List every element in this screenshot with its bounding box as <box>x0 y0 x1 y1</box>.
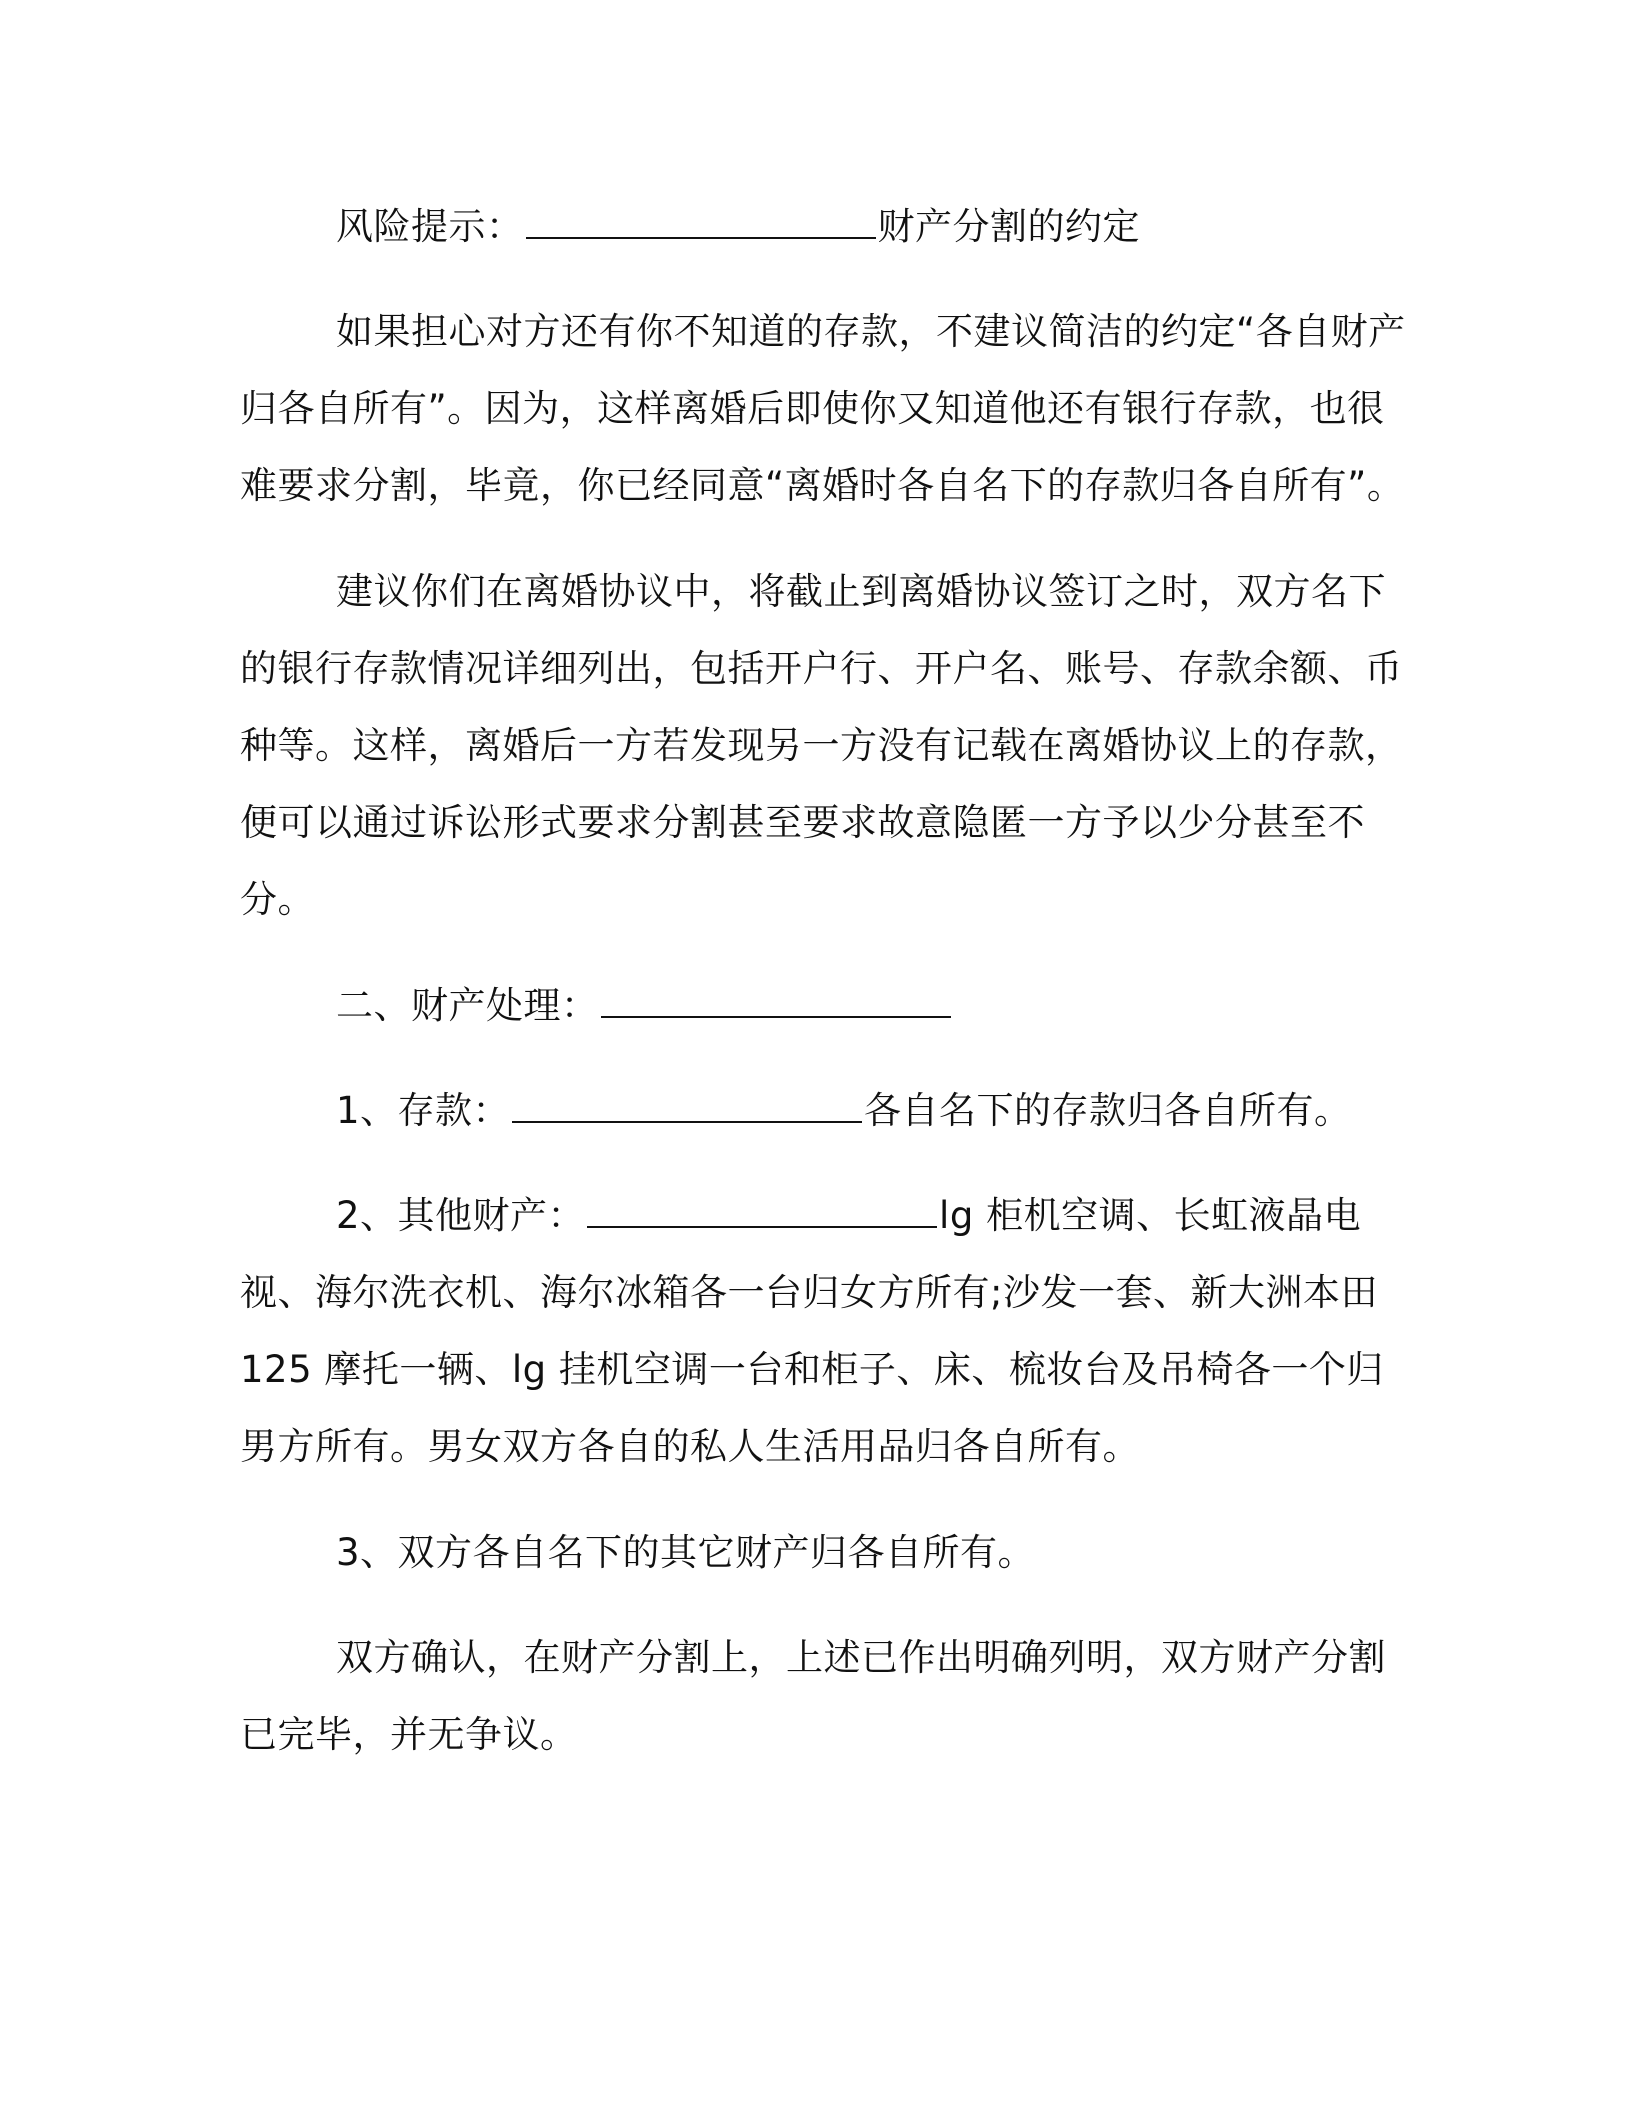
item2-suffix: lg 柜机空调、长虹液晶电视、海尔洗衣机、海尔冰箱各一台归女方所有;沙发一套、新大洲本田 125 摩托一辆、lg 挂机空调一台和柜子、床、梳妆台及吊椅各一个归男方所有。男女双方各自的私人生活用品归各自所有。 <box>240 1194 1384 1468</box>
fill-blank <box>601 986 951 1018</box>
item1-suffix: 各自名下的存款归各自所有。 <box>864 1089 1352 1132</box>
paragraph-deposit-suggestion: 建议你们在离婚协议中，将截止到离婚协议签订之时，双方名下的银行存款情况详细列出，包括开户行、开户名、账号、存款余额、币种等。这样，离婚后一方若发现另一方没有记载在离婚协议上的存款，便可以通过诉讼形式要求分割甚至要求故意隐匿一方予以少分甚至不分。 <box>240 570 1403 921</box>
item-deposit <box>240 1072 1410 1149</box>
risk-label: 风险提示： <box>336 205 524 248</box>
document-body <box>240 188 1410 1802</box>
item2-label: 2、其他财产： <box>336 1194 586 1237</box>
risk-notice <box>240 188 1410 265</box>
section-heading-property <box>240 967 1410 1044</box>
item1-label: 1、存款： <box>336 1089 511 1132</box>
paragraph-deposit-warning: 如果担心对方还有你不知道的存款，不建议简洁的约定“各自财产归各自所有”。因为，这样离婚后即使你又知道他还有银行存款，也很难要求分割，毕竟，你已经同意“离婚时各自名下的存款归各自所有”。 <box>240 310 1406 507</box>
risk-suffix: 财产分割的约定 <box>877 205 1140 248</box>
fill-blank <box>526 207 876 239</box>
section2-label: 二、财产处理： <box>336 984 599 1027</box>
item-other-property <box>240 1177 1410 1485</box>
paragraph-confirmation: 双方确认，在财产分割上，上述已作出明确列明，双方财产分割已完毕，并无争议。 <box>240 1636 1386 1756</box>
fill-blank <box>587 1196 937 1228</box>
item-other-assets: 3、双方各自名下的其它财产归各自所有。 <box>336 1531 1036 1574</box>
fill-blank <box>512 1091 862 1123</box>
